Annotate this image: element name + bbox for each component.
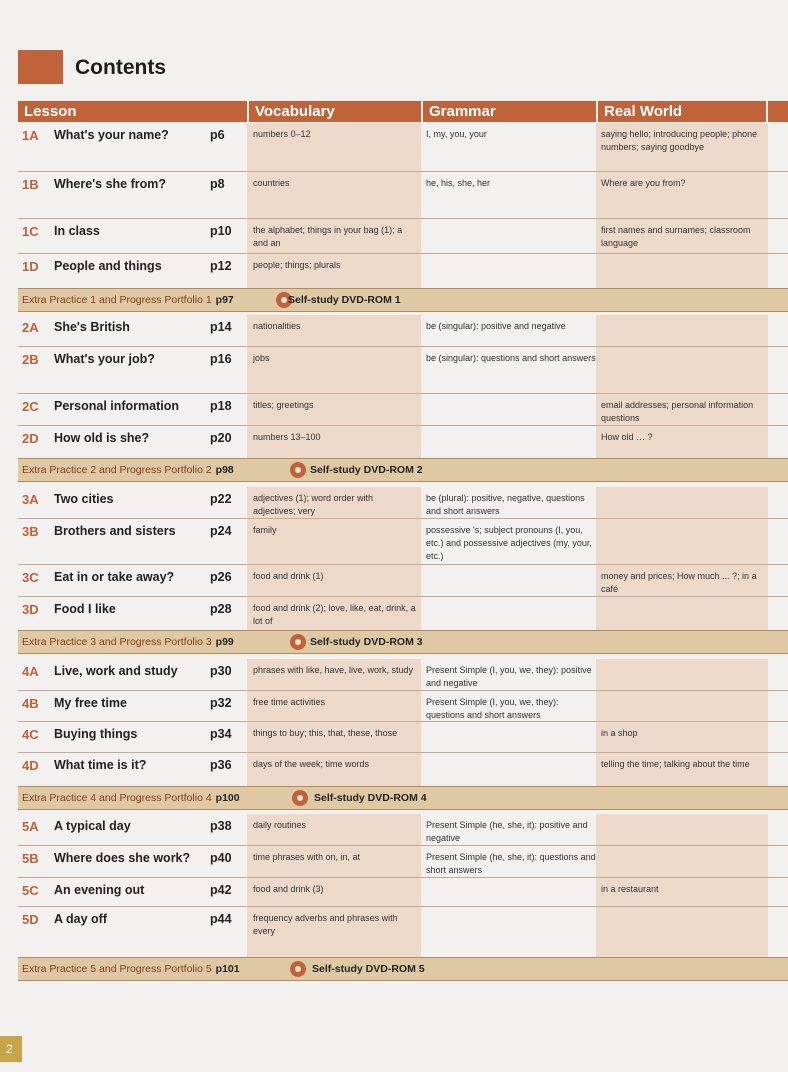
vocabulary-cell: daily routines xyxy=(253,820,307,830)
lesson-title: In class xyxy=(54,224,100,238)
extra-practice-band xyxy=(18,288,788,312)
row-divider xyxy=(18,877,788,878)
extra-practice-text: Extra Practice 1 and Progress Portfolio 1 xyxy=(22,294,212,306)
lesson-title: My free time xyxy=(54,696,127,710)
lesson-title: People and things xyxy=(54,259,162,273)
extra-practice-band xyxy=(18,458,788,482)
header-lesson: Lesson xyxy=(24,103,77,120)
lesson-page: p14 xyxy=(210,320,232,334)
vocabulary-cell: nationalities xyxy=(253,321,301,331)
vocabulary-cell: adjectives (1); word order with adjectives; very xyxy=(253,493,374,516)
lesson-title: Two cities xyxy=(54,492,114,506)
lesson-page: p8 xyxy=(210,177,225,191)
real-world-cell: saying hello; introducing people; phone numbers; saying goodbye xyxy=(601,129,758,152)
lesson-page: p32 xyxy=(210,696,232,710)
lesson-title: Food I like xyxy=(54,602,116,616)
lesson-title: Personal information xyxy=(54,399,180,413)
dvd-icon xyxy=(290,634,306,650)
lesson-code: 5A xyxy=(22,819,39,834)
dvd-rom-label: Self-study DVD-ROM 2 xyxy=(310,464,423,476)
lesson-code: 3A xyxy=(22,492,39,507)
row-divider xyxy=(18,425,788,426)
real-world-cell: first names and surnames; classroom language xyxy=(601,225,751,248)
lesson-code: 1C xyxy=(22,224,39,239)
header-real-world: Real World xyxy=(596,101,768,122)
extra-practice-page: p101 xyxy=(215,963,240,975)
real-world-cell: in a restaurant xyxy=(601,884,659,894)
row-divider xyxy=(18,845,788,846)
row-divider xyxy=(18,721,788,722)
grammar-cell: I, my, you, your xyxy=(426,129,487,139)
vocabulary-cell: food and drink (3) xyxy=(253,884,324,894)
vocabulary-cell: food and drink (1) xyxy=(253,571,324,581)
lesson-title: Brothers and sisters xyxy=(54,524,176,538)
vocabulary-cell: time phrases with on, in, at xyxy=(253,852,361,862)
extra-practice-label xyxy=(22,792,240,804)
header-vocabulary: Vocabulary xyxy=(247,101,421,122)
row-divider xyxy=(18,752,788,753)
vocabulary-cell: days of the week; time words xyxy=(253,759,370,769)
vocabulary-cell: titles; greetings xyxy=(253,400,314,410)
lesson-code: 2B xyxy=(22,352,39,367)
lesson-code: 2A xyxy=(22,320,39,335)
grammar-cell: Present Simple (I, you, we, they): questions and short answers xyxy=(426,697,559,720)
lesson-title: A typical day xyxy=(54,819,131,833)
lesson-page: p6 xyxy=(210,128,225,142)
vocabulary-cell: things to buy; this, that, these, those xyxy=(253,728,398,738)
lesson-title: What time is it? xyxy=(54,758,147,772)
lesson-title: Where's she from? xyxy=(54,177,167,191)
extra-practice-text: Extra Practice 5 and Progress Portfolio 5 xyxy=(22,963,212,975)
lesson-code: 3D xyxy=(22,602,39,617)
lesson-title: How old is she? xyxy=(54,431,150,445)
vocabulary-cell: numbers 0–12 xyxy=(253,129,311,139)
grammar-cell: be (singular): questions and short answers xyxy=(426,353,596,363)
lesson-code: 5D xyxy=(22,912,39,927)
lesson-title: An evening out xyxy=(54,883,145,897)
vocabulary-cell: the alphabet; things in your bag (1); a and an xyxy=(253,225,403,248)
row-divider xyxy=(18,346,788,347)
lesson-page: p16 xyxy=(210,352,232,366)
page-number: 2 xyxy=(0,1036,22,1062)
lesson-title: Eat in or take away? xyxy=(54,570,175,584)
lesson-page: p36 xyxy=(210,758,232,772)
dvd-rom-label: Self-study DVD-ROM 3 xyxy=(310,636,423,648)
lesson-page: p12 xyxy=(210,259,232,273)
lesson-code: 1D xyxy=(22,259,39,274)
lesson-code: 4B xyxy=(22,696,39,711)
lesson-page: p42 xyxy=(210,883,232,897)
extra-practice-band xyxy=(18,630,788,654)
lesson-page: p18 xyxy=(210,399,232,413)
vocabulary-cell: countries xyxy=(253,178,290,188)
extra-practice-label xyxy=(22,636,234,648)
lesson-code: 2C xyxy=(22,399,39,414)
page-title: Contents xyxy=(75,56,166,79)
row-divider xyxy=(18,596,788,597)
lesson-code: 3B xyxy=(22,524,39,539)
lesson-page: p24 xyxy=(210,524,232,538)
row-divider xyxy=(18,171,788,172)
lesson-code: 4C xyxy=(22,727,39,742)
extra-practice-text: Extra Practice 4 and Progress Portfolio 4 xyxy=(22,792,212,804)
row-divider xyxy=(18,690,788,691)
row-divider xyxy=(18,393,788,394)
vocabulary-cell: people; things; plurals xyxy=(253,260,341,270)
dvd-icon xyxy=(290,961,306,977)
header-grammar: Grammar xyxy=(421,101,596,122)
extra-practice-text: Extra Practice 3 and Progress Portfolio 3 xyxy=(22,636,212,648)
table-header xyxy=(18,101,788,122)
grammar-cell: Present Simple (he, she, it): positive and negative xyxy=(426,820,588,843)
lesson-code: 1B xyxy=(22,177,39,192)
extra-practice-band xyxy=(18,786,788,810)
row-divider xyxy=(18,253,788,254)
grammar-cell: be (singular): positive and negative xyxy=(426,321,566,331)
lesson-page: p44 xyxy=(210,912,232,926)
row-divider xyxy=(18,564,788,565)
extra-practice-band xyxy=(18,957,788,981)
lesson-code: 1A xyxy=(22,128,39,143)
grammar-cell: possessive 's; subject pronouns (I, you, etc.) and possessive adjectives (my, your, etc.) xyxy=(426,525,592,561)
row-divider xyxy=(18,518,788,519)
real-world-cell: money and prices; How much ... ?; in a café xyxy=(601,571,757,594)
grammar-cell: be (plural): positive, negative, questions and short answers xyxy=(426,493,585,516)
title-accent-block xyxy=(18,50,63,84)
vocabulary-cell: phrases with like, have, live, work, study xyxy=(253,665,414,675)
row-divider xyxy=(18,906,788,907)
dvd-rom-label: Self-study DVD-ROM 4 xyxy=(314,792,427,804)
dvd-rom-label: Self-study DVD-ROM 1 xyxy=(288,294,401,306)
lesson-title: Where does she work? xyxy=(54,851,191,865)
real-world-cell: email addresses; personal information questions xyxy=(601,400,754,423)
extra-practice-page: p97 xyxy=(215,294,234,306)
lesson-code: 3C xyxy=(22,570,39,585)
extra-practice-page: p99 xyxy=(215,636,234,648)
lesson-page: p26 xyxy=(210,570,232,584)
lesson-code: 4D xyxy=(22,758,39,773)
lesson-code: 5C xyxy=(22,883,39,898)
vocabulary-cell: family xyxy=(253,525,277,535)
dvd-icon xyxy=(290,462,306,478)
real-world-cell: in a shop xyxy=(601,728,638,738)
lesson-code: 5B xyxy=(22,851,39,866)
extra-practice-page: p98 xyxy=(215,464,234,476)
row-divider xyxy=(18,218,788,219)
vocabulary-cell: food and drink (2); love, like, eat, drink, a lot of xyxy=(253,603,416,626)
lesson-page: p30 xyxy=(210,664,232,678)
dvd-rom-label: Self-study DVD-ROM 5 xyxy=(312,963,425,975)
vocabulary-cell: frequency adverbs and phrases with every xyxy=(253,913,398,936)
lesson-page: p10 xyxy=(210,224,232,238)
lesson-code: 2D xyxy=(22,431,39,446)
real-world-cell: How old … ? xyxy=(601,432,653,442)
lesson-page: p34 xyxy=(210,727,232,741)
grammar-cell: he, his, she, her xyxy=(426,178,491,188)
lesson-title: She's British xyxy=(54,320,130,334)
real-world-column-tint xyxy=(596,487,768,630)
vocabulary-cell: numbers 13–100 xyxy=(253,432,321,442)
vocabulary-cell: free time activities xyxy=(253,697,326,707)
lesson-title: A day off xyxy=(54,912,108,926)
lesson-title: What's your job? xyxy=(54,352,155,366)
real-world-cell: Where are you from? xyxy=(601,178,686,188)
lesson-title: Live, work and study xyxy=(54,664,178,678)
lesson-page: p38 xyxy=(210,819,232,833)
grammar-cell: Present Simple (I, you, we, they): positive and negative xyxy=(426,665,592,688)
extra-practice-text: Extra Practice 2 and Progress Portfolio 2 xyxy=(22,464,212,476)
lesson-title: Buying things xyxy=(54,727,138,741)
extra-practice-label xyxy=(22,963,240,975)
lesson-page: p28 xyxy=(210,602,232,616)
lesson-page: p40 xyxy=(210,851,232,865)
extra-practice-label xyxy=(22,464,234,476)
lesson-page: p20 xyxy=(210,431,232,445)
extra-practice-page: p100 xyxy=(215,792,240,804)
extra-practice-label xyxy=(22,294,234,306)
grammar-cell: Present Simple (he, she, it): questions and short answers xyxy=(426,852,596,875)
dvd-icon xyxy=(292,790,308,806)
lesson-page: p22 xyxy=(210,492,232,506)
real-world-cell: telling the time; talking about the time xyxy=(601,759,750,769)
lesson-code: 4A xyxy=(22,664,39,679)
vocabulary-cell: jobs xyxy=(253,353,270,363)
lesson-title: What's your name? xyxy=(54,128,169,142)
